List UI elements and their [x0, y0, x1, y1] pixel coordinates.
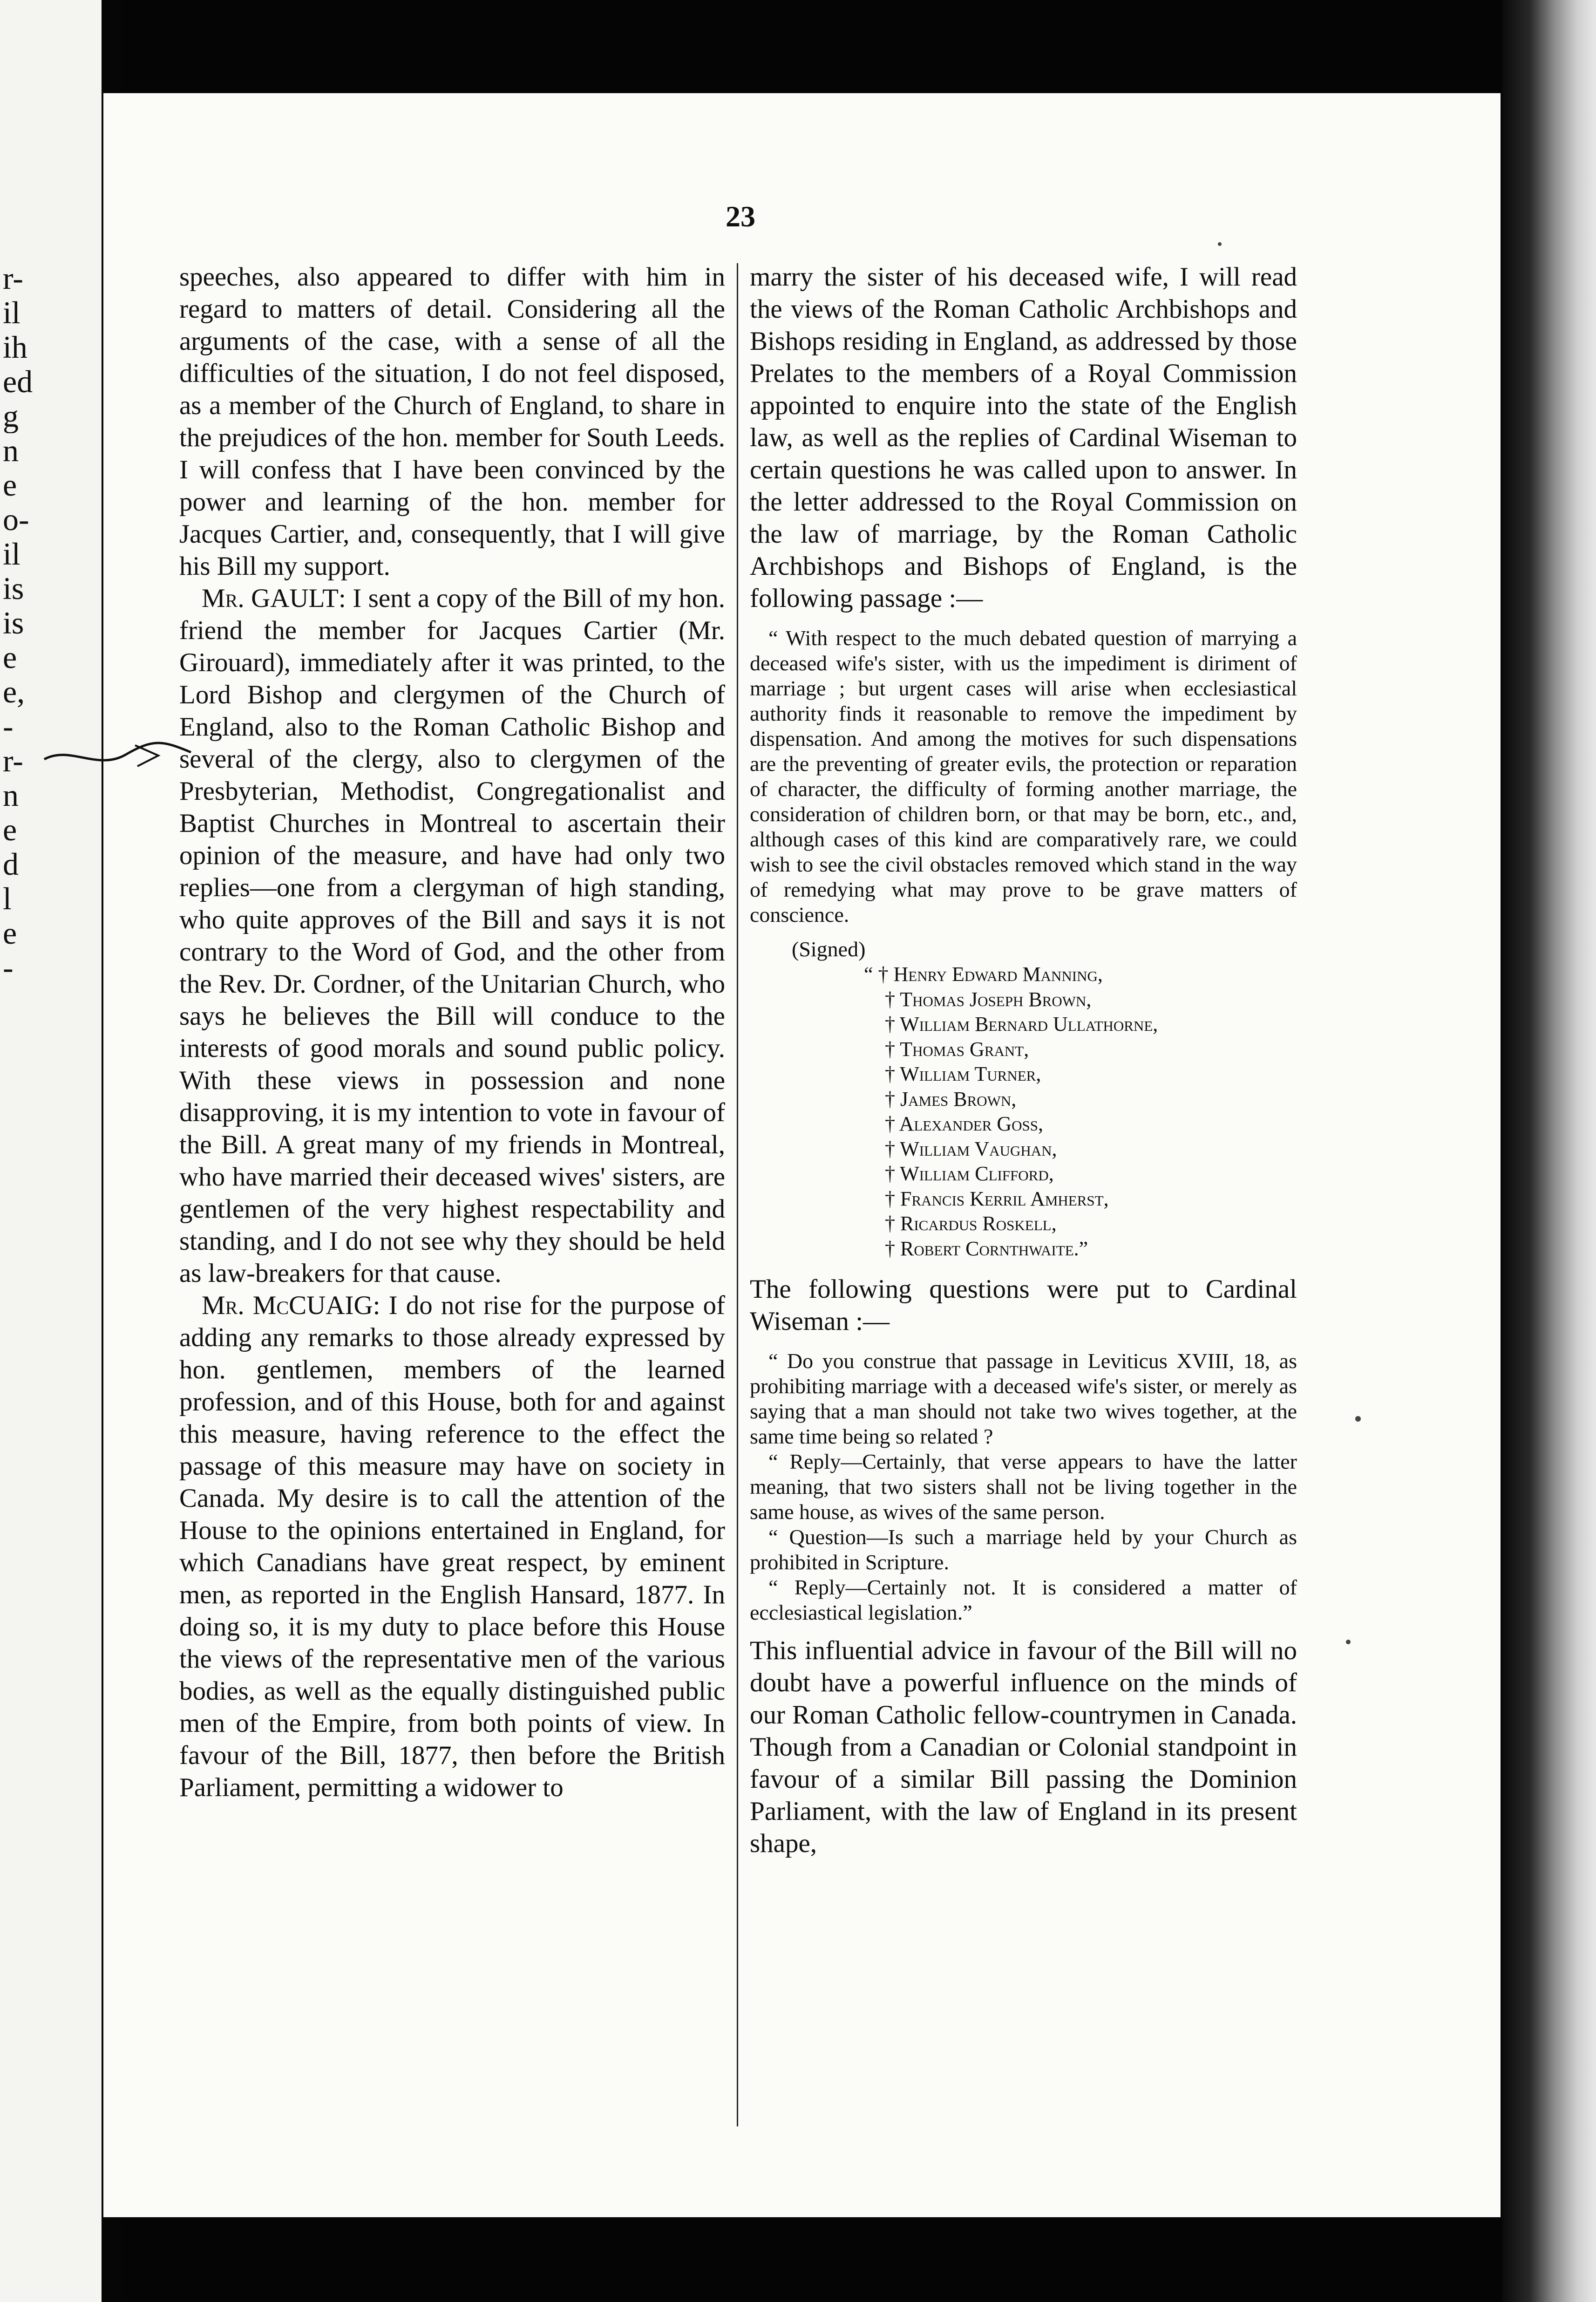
left-paragraph-3	[179, 1289, 725, 1804]
adjacent-page-fragment: g	[3, 399, 19, 433]
adjacent-page-fragment: n	[3, 433, 19, 468]
adjacent-page-fragment: o-	[3, 502, 29, 537]
quote-text: “ With respect to the much debated question of marrying a deceased wife's sister, with us the impediment is diriment of marriage ; but urgent cases will arise when ecclesiastical authority finds it reasonable to remove the impediment by dispensation. And among the motives for such dispensations are the preventing of greater evils, the protection or reparation of character, the difficulty of forming another marriage, the consideration of children born, or that may be born, etc., and, although cases of this kind are comparatively rare, we could wish to see the civil obstacles removed which stand in the way of remedying what may prove to be grave matters of conscience.	[750, 626, 1297, 926]
adjacent-page-fragment: is	[3, 571, 24, 606]
adjacent-page-fragment: il	[3, 537, 20, 571]
column-divider	[737, 263, 738, 2126]
page-number: 23	[726, 200, 755, 233]
scan-speck	[1346, 1640, 1351, 1644]
right-intro-paragraph: marry the sister of his deceased wife, I will read the views of the Roman Catholic Archbishops and Bishops residing in England, as addressed by those Prelates to the members of a Royal Commission appointed to enquire into the state of the English law, as well as the replies of Cardinal Wiseman to certain questions he was called upon to answer. In the letter addressed to the Royal Commission on the law of marriage, by the Roman Catholic Archbishops and Bishops of England, is the following passage :—	[750, 262, 1297, 613]
scan-speck	[1218, 242, 1222, 246]
page-edge-shadow	[1502, 0, 1596, 2302]
speaker-name: Mr. GAULT	[202, 584, 339, 613]
adjacent-page-fragments	[3, 261, 73, 985]
signatory: † Robert Cornthwaite.”	[885, 1237, 1088, 1260]
paragraph-text: : I do not rise for the purpose of adding any remarks to those already expressed by hon. gentlemen, members of the learned profession, and of this House, both for and against this measure, having reference to the effect the passage of this measure may have on society in Canada. My desire is to call the attention of the House to the opinions entertained in England, for which Canadians have great respect, by eminent men, as reported in the English Hansard, 1877. In doing so, it is my duty to place before this House the views of the representative men of the various bodies, as well as the equally distinguished public men of the Empire, from both points of view. In favour of the Bill, 1877, then before the British Parliament, permitting a widower to	[179, 1291, 725, 1802]
speaker-name: Mr. McCUAIG	[202, 1291, 373, 1320]
signatories-list	[864, 962, 1297, 1261]
paragraph-text: : I sent a copy of the Bill of my hon. friend the member for Jacques Cartier (Mr. Girouard), immediately after it was printed, to the Lord Bishop and clergymen of the Church of England, also to the Roman Catholic Bishop and several of the clergy, also to clergymen of the Presbyterian, Methodist, Congregationalist and Baptist Churches in Montreal to ascertain their opinion of the measure, and have had only two replies—one from a clergyman of high standing, who quite approves of the Bill and says it is not contrary to the Word of God, and the other from the Rev. Dr. Cordner, of the Unitarian Church, who says he believes the Bill will conduce to the interests of good morals and sound public policy. With these views in possession and none disapproving, it is my intention to vote in favour of the Bill. A great many of my friends in Montreal, who have married their deceased wives' sisters, are gentlemen of the very highest respectability and standing, and I do not see why they should be held as law-breakers for that cause.	[179, 584, 725, 1288]
left-paragraph-1	[179, 261, 725, 582]
adjacent-page-fragment: l	[3, 881, 12, 916]
left-paragraph-2	[179, 582, 725, 1289]
signatory: † William Vaughan,	[885, 1137, 1057, 1160]
adjacent-page-fragment: e	[3, 916, 17, 950]
signatory: † Thomas Joseph Brown,	[885, 988, 1092, 1011]
qa-entry: “ Question—Is such a marriage held by your Church as prohibited in Scripture.	[750, 1525, 1297, 1574]
wiseman-qa	[750, 1349, 1297, 1625]
adjacent-page-fragment: d	[3, 847, 19, 881]
signatory: † Thomas Grant,	[885, 1037, 1029, 1061]
adjacent-page-fragment: r-	[3, 261, 23, 295]
scan-speck	[1355, 1416, 1361, 1422]
adjacent-page-fragment: is	[3, 606, 24, 640]
adjacent-page-fragment: -	[3, 709, 14, 743]
signatory: † William Turner,	[885, 1062, 1041, 1085]
qa-entry: “ Reply—Certainly not. It is considered a matter of ecclesiastical legislation.”	[750, 1575, 1297, 1624]
adjacent-page-fragment: -	[3, 950, 14, 985]
signatory: “ † Henry Edward Manning,	[864, 963, 1103, 986]
adjacent-page-fragment: e	[3, 468, 17, 502]
adjacent-page-fragment: il	[3, 295, 20, 330]
questions-intro: The following questions were put to Cardinal Wiseman :—	[750, 1274, 1297, 1336]
bishops-letter-quote	[750, 626, 1297, 927]
adjacent-page-fragment: e	[3, 812, 17, 847]
qa-entry: “ Reply—Certainly, that verse appears to have the latter meaning, that two sisters shall not be living together in the same house, as wives of the same person.	[750, 1450, 1297, 1524]
adjacent-page-fragment: ed	[3, 364, 33, 399]
signatory: † William Bernard Ullathorne,	[885, 1013, 1158, 1035]
signatory: † Alexander Goss,	[885, 1112, 1044, 1135]
left-column	[179, 261, 725, 1804]
adjacent-page-strip	[0, 0, 103, 2302]
handwritten-margin-mark	[42, 727, 196, 783]
signatory: † Ricardus Roskell,	[885, 1212, 1057, 1235]
right-column	[750, 261, 1297, 1859]
adjacent-page-fragment: n	[3, 778, 19, 812]
closing-paragraph: This influential advice in favour of the Bill will no doubt have a powerful influence on the minds of our Roman Catholic fellow-countrymen in Canada. Though from a Canadian or Colonial standpoint in favour of a similar Bill passing the Dominion Parliament, with the law of England in its present shape,	[750, 1636, 1297, 1858]
signatory: † James Brown,	[885, 1087, 1017, 1110]
signatory: † William Clifford,	[885, 1162, 1054, 1185]
qa-entry: “ Do you construe that passage in Leviticus XVIII, 18, as prohibiting marriage with a deceased wife's sister, or merely as saying that a man should not take two wives together, at the same time being so related ?	[750, 1349, 1297, 1448]
adjacent-page-fragment: e,	[3, 674, 25, 709]
adjacent-page-fragment: ih	[3, 330, 27, 364]
adjacent-page-fragment: e	[3, 640, 17, 674]
signed-label: (Signed)	[792, 937, 866, 961]
signatory: † Francis Kerril Amherst,	[885, 1187, 1109, 1210]
adjacent-page-fragment: r-	[3, 743, 23, 778]
paragraph-text: speeches, also appeared to differ with him in regard to matters of detail. Considering all the arguments of the case, with a sense of all the difficulties of the situation, I do not feel disposed, as a member of the Church of England, to share in the prejudices of the hon. member for South Leeds. I will confess that I have been convinced by the power and learning of the hon. member for Jacques Cartier, and, consequently, that I will give his Bill my support.	[179, 262, 725, 581]
